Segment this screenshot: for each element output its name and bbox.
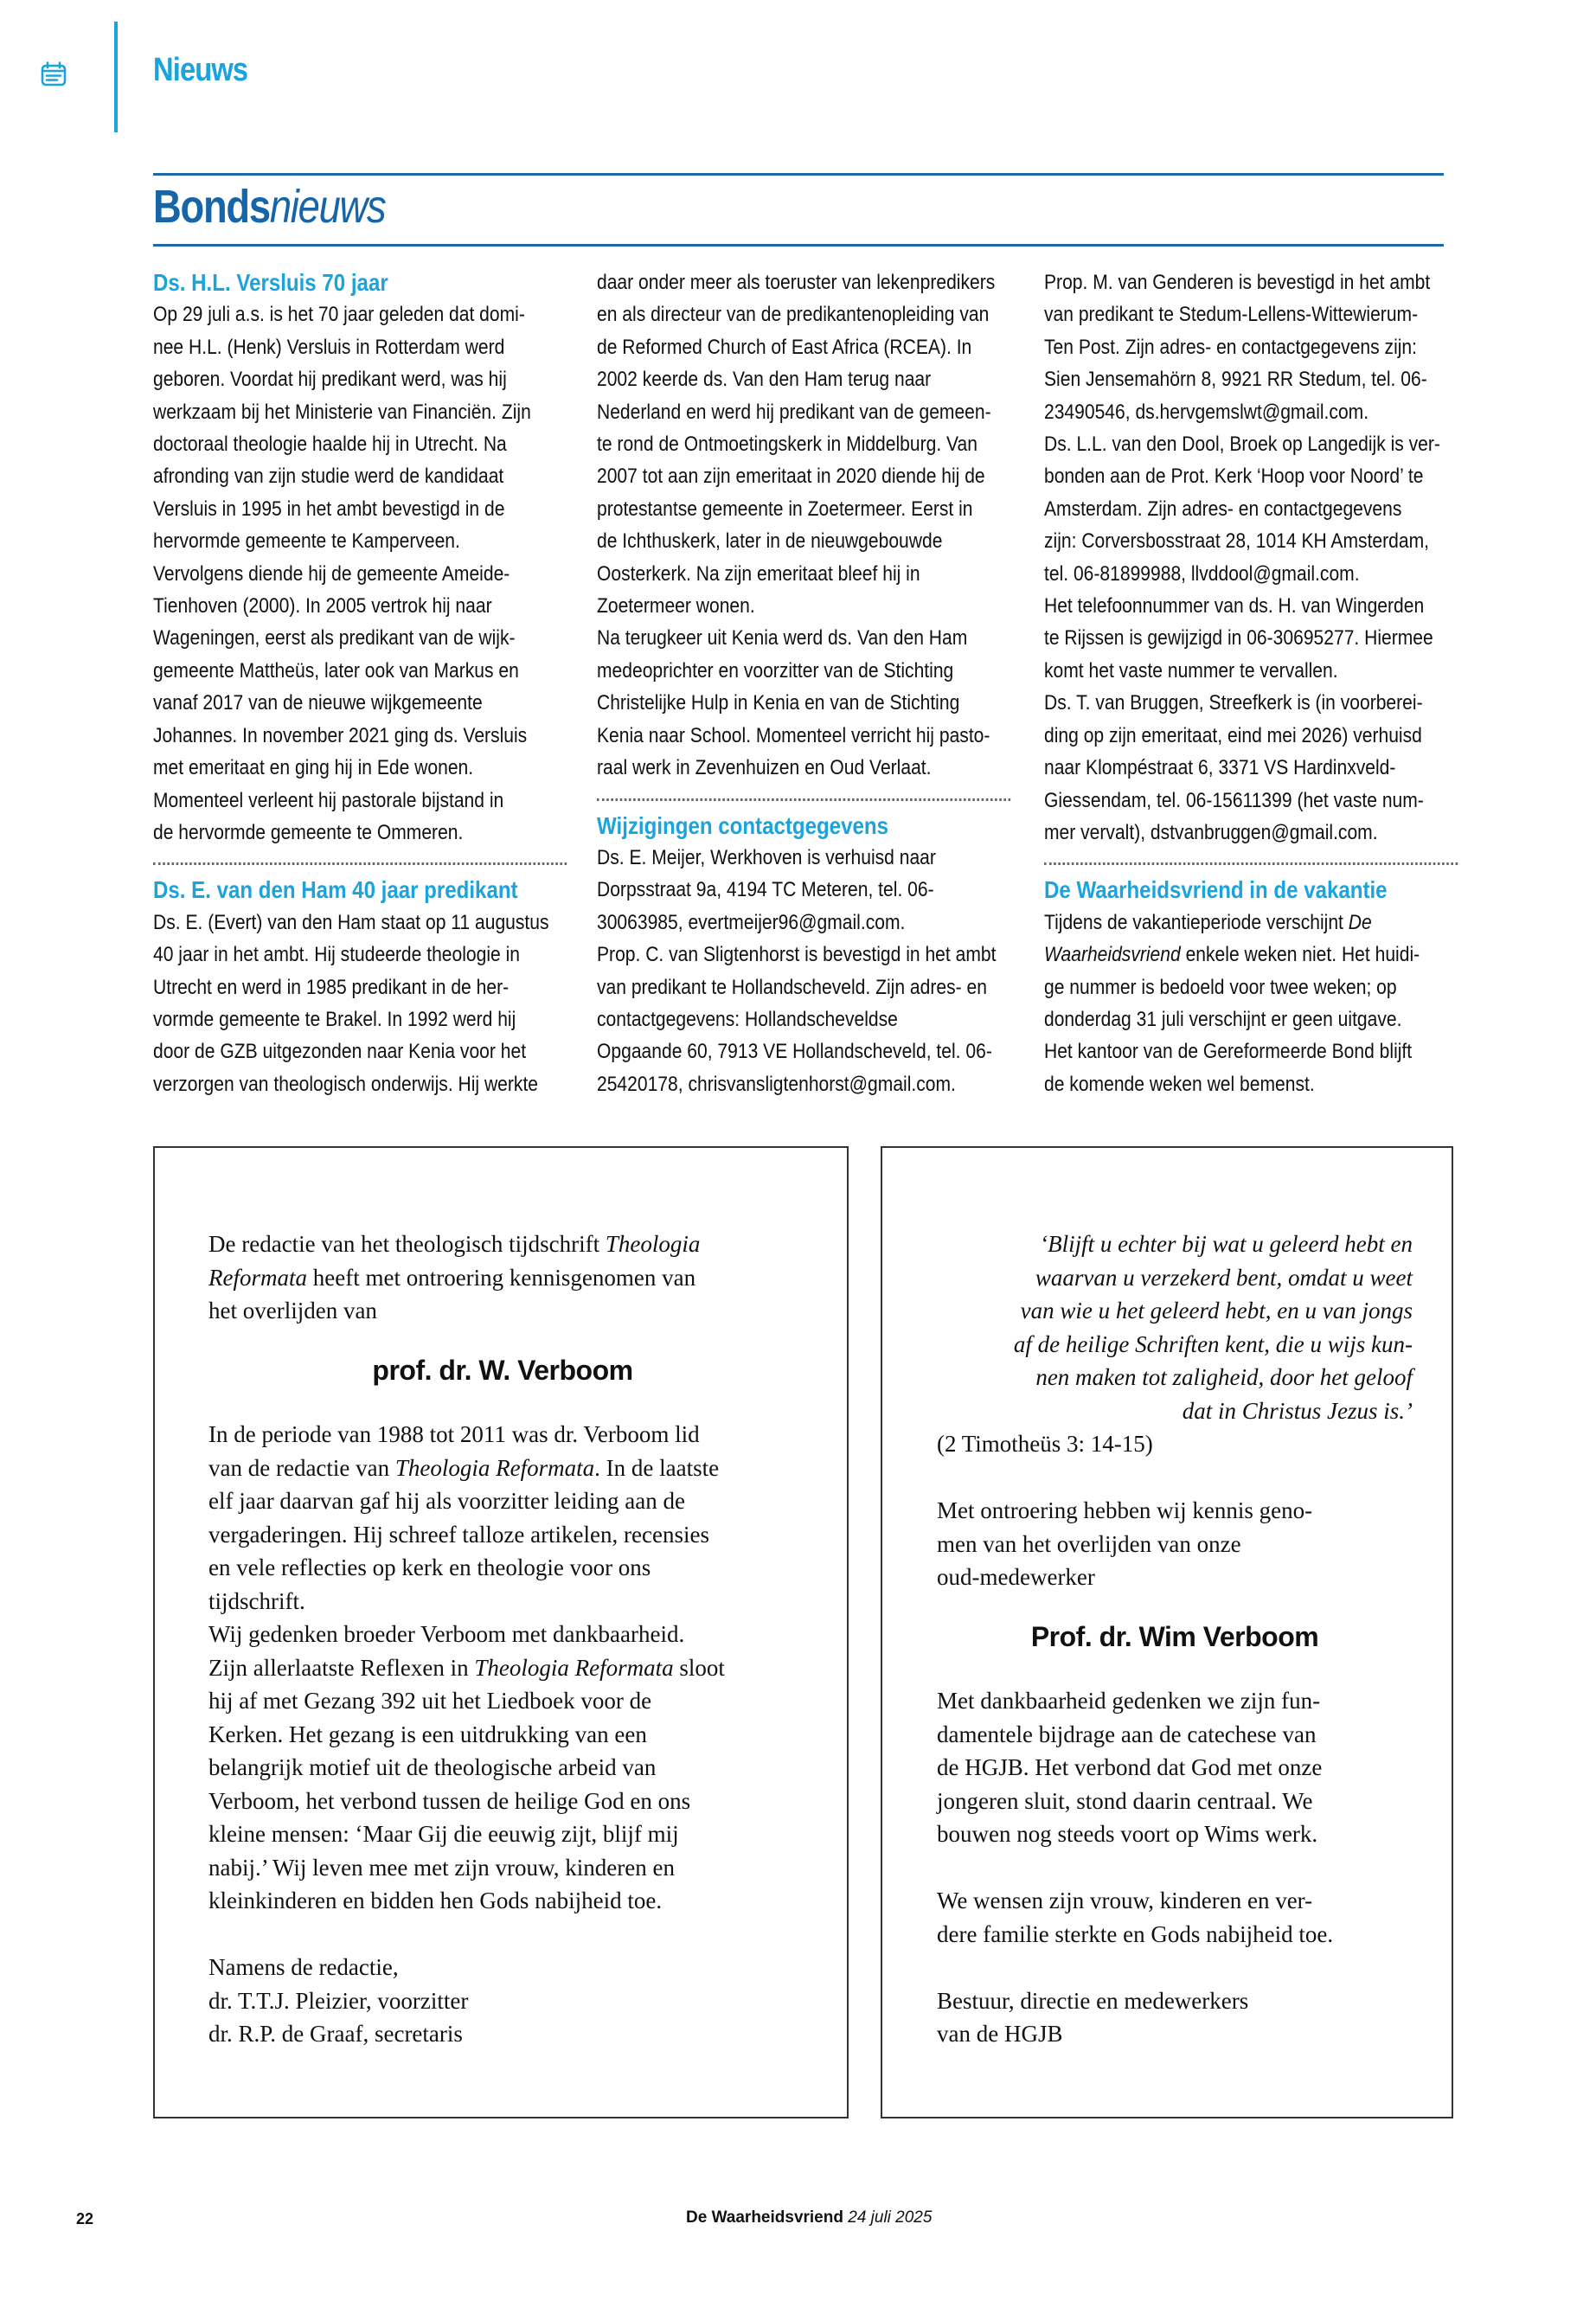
page-title <box>153 180 385 234</box>
article-heading-vakantie: De Waarheidsvriend in de vakantie <box>1044 876 1388 904</box>
text-line: kleinkinderen en bidden hen Gods nabijheid toe. <box>208 1888 663 1913</box>
article-body-contact <box>597 842 1010 1100</box>
text-line: Met dankbaarheid gedenken we zijn fun- <box>937 1688 1321 1714</box>
spacer <box>937 1461 1413 1495</box>
text-line: Momenteel verleent hij pastorale bijstand in <box>153 788 504 812</box>
text-line: vormde gemeente te Brakel. In 1992 werd hij <box>153 1007 516 1031</box>
article-body-vandenham-continued <box>597 266 1010 785</box>
text-line: tel. 06-81899988, llvddool@gmail.com. <box>1044 561 1360 586</box>
article-body-vandenham <box>153 907 567 1100</box>
journal-title: Theologia Reformata <box>394 1454 595 1481</box>
journal-title: Reformata <box>208 1264 307 1291</box>
text-line: de hervormde gemeente te Ommeren. <box>153 820 464 844</box>
text-line: protestantse gemeente in Zoetermeer. Eerst in <box>597 497 973 521</box>
obituary-box-hgjb <box>881 1146 1453 2118</box>
dotted-separator <box>597 798 1010 801</box>
text-line: Christelijke Hulp in Kenia en van de Stichting <box>597 691 960 715</box>
text-line: Na terugkeer uit Kenia werd ds. Van den Ham <box>597 626 968 651</box>
bible-reference: (2 Timotheüs 3: 14-15) <box>937 1431 1153 1457</box>
text-line: Prop. M. van Genderen is bevestigd in het ambt <box>1044 271 1431 294</box>
text-line: Amsterdam. Zijn adres- en contactgegevens <box>1044 497 1402 521</box>
text-line: Verboom, het verbond tussen de heilige God en ons <box>208 1787 691 1814</box>
text-line: ge nummer is bedoeld voor twee weken; op <box>1044 975 1397 999</box>
text-line: geboren. Voordat hij predikant werd, was hij <box>153 368 507 392</box>
text-line: Giessendam, tel. 06-15611399 (het vaste num- <box>1044 788 1424 812</box>
text-line: doctoraal theologie haalde hij in Utrecht. Na <box>153 433 507 457</box>
text-line: men van het overlijden van onze <box>937 1530 1241 1557</box>
text-line: met emeritaat en ging hij in Ede wonen. <box>153 756 474 780</box>
issue-date: 24 juli 2025 <box>848 2208 933 2227</box>
text-line: elf jaar daarvan gaf hij als voorzitter leiding aan de <box>208 1488 685 1514</box>
text-line: In de periode van 1988 tot 2011 was dr. Verboom lid <box>208 1421 700 1447</box>
text-line: Het kantoor van de Gereformeerde Bond blijft <box>1044 1040 1413 1064</box>
text-fragment: van de redactie van <box>208 1454 395 1481</box>
text-line: Kenia naar School. Momenteel verricht hij pasto- <box>597 723 990 747</box>
text-line: Tienhoven (2000). In 2005 vertrok hij naar <box>153 594 492 619</box>
text-line: Vervolgens diende hij de gemeente Ameide- <box>153 561 510 586</box>
text-line: Utrecht en werd in 1985 predikant in de her- <box>153 975 510 999</box>
text-line: de komende weken wel bemenst. <box>1044 1072 1315 1096</box>
magazine-title-italic: Waarheidsvriend <box>1044 943 1181 967</box>
text-line: Met ontroering hebben wij kennis geno- <box>937 1497 1313 1523</box>
text-line: bonden aan de Prot. Kerk ‘Hoop voor Noord’ te <box>1044 465 1424 489</box>
signature-line: Bestuur, directie en medewerkers <box>937 1987 1249 2014</box>
article-body-vakantie <box>1044 907 1458 1100</box>
text-line: Wageningen, eerst als predikant van de wijk- <box>153 626 516 651</box>
page-number: 22 <box>76 2210 94 2227</box>
article-heading-contact: Wijzigingen contactgegevens <box>597 811 888 839</box>
text-line: Johannes. In november 2021 ging ds. Versluis <box>153 723 528 747</box>
text-line: Opgaande 60, 7913 VE Hollandscheveld, tel. 06- <box>597 1040 992 1064</box>
article-body-versluis <box>153 298 567 849</box>
text-line: Prop. C. van Sligtenhorst is bevestigd in het ambt <box>597 943 997 967</box>
text-line: 40 jaar in het ambt. Hij studeerde theologie in <box>153 943 521 967</box>
text-line <box>208 1651 797 1685</box>
section-label: Nieuws <box>153 52 248 88</box>
column-3 <box>1044 266 1458 1100</box>
text-line: Sien Jensemahörn 8, 9921 RR Stedum, tel. 06- <box>1044 368 1427 392</box>
text-line: 23490546, ds.hervgemslwt@gmail.com. <box>1044 400 1369 424</box>
text-line: Ds. E. Meijer, Werkhoven is verhuisd naar <box>597 845 936 869</box>
quote-line: af de heilige Schriften kent, die u wijs kun- <box>1013 1330 1413 1357</box>
text-line: vanaf 2017 van de nieuwe wijkgemeente <box>153 691 483 715</box>
text-line: Dorpsstraat 9a, 4194 TC Meteren, tel. 06- <box>597 878 934 902</box>
text-line: hervormde gemeente te Kamperveen. <box>153 529 460 554</box>
magazine-name: De Waarheidsvriend <box>686 2208 843 2227</box>
text-fragment: Tijdens de vakantieperiode verschijnt <box>1044 910 1349 934</box>
text-line: en als directeur van de predikantenopleiding van <box>597 303 990 327</box>
article-body-contact-continued <box>1044 266 1458 849</box>
page-title-bold: Bonds <box>153 181 270 233</box>
bible-quote <box>937 1227 1413 1427</box>
text-line: mer vervalt), dstvanbruggen@gmail.com. <box>1044 820 1378 844</box>
footer-magazine-info <box>686 2208 932 2227</box>
article-heading-vandenham: Ds. E. van den Ham 40 jaar predikant <box>153 876 518 904</box>
text-line: 30063985, evertmeijer96@gmail.com. <box>597 910 906 934</box>
column-1 <box>153 266 567 1100</box>
text-line: damentele bijdrage aan de catechese van <box>937 1721 1317 1747</box>
text-line: 2007 tot aan zijn emeritaat in 2020 diende hij de <box>597 465 985 489</box>
spacer <box>937 1851 1413 1885</box>
text-line: dere familie sterkte en Gods nabijheid toe. <box>937 1920 1334 1947</box>
text-line: contactgegevens: Hollandscheveldse <box>597 1007 898 1031</box>
text-line: te Rijssen is gewijzigd in 06-30695277. Hiermee <box>1044 626 1433 651</box>
dotted-separator <box>1044 862 1458 865</box>
text-line: nee H.L. (Henk) Versluis in Rotterdam werd <box>153 335 505 359</box>
text-line: komt het vaste nummer te vervallen. <box>1044 658 1338 683</box>
text-line: Ten Post. Zijn adres- en contactgegevens zijn: <box>1044 335 1418 359</box>
text-line: nabij.’ Wij leven mee met zijn vrouw, kinderen en <box>208 1854 675 1881</box>
text-line: Oosterkerk. Na zijn emeritaat bleef hij in <box>597 561 920 586</box>
obituary-box-theologia-reformata <box>153 1146 849 2118</box>
spacer <box>208 1918 797 1952</box>
text-line: vergaderingen. Hij schreef talloze artikelen, recensies <box>208 1521 709 1548</box>
text-line: werkzaam bij het Ministerie van Financiën. Zijn <box>153 400 531 424</box>
page-title-italic: nieuws <box>269 181 386 233</box>
quote-line: van wie u het geleerd hebt, en u van jongs <box>1020 1298 1413 1324</box>
text-line: Het telefoonnummer van ds. H. van Wingerden <box>1044 594 1425 619</box>
text-line: Op 29 juli a.s. is het 70 jaar geleden dat domi- <box>153 303 525 327</box>
header-divider <box>114 22 118 132</box>
text-line: ding op zijn emeritaat, eind mei 2026) verhuisd <box>1044 723 1422 747</box>
article-heading-versluis: Ds. H.L. Versluis 70 jaar <box>153 269 388 296</box>
text-line: van predikant te Stedum-Lellens-Wittewierum- <box>1044 303 1419 327</box>
text-line: hij af met Gezang 392 uit het Liedboek voor de <box>208 1688 652 1714</box>
signature-line: van de HGJB <box>937 2021 1063 2047</box>
title-rule-top <box>153 173 1444 176</box>
text-line <box>1044 939 1458 971</box>
quote-line: waarvan u verzekerd bent, omdat u weet <box>1035 1264 1413 1291</box>
journal-title: Theologia Reformata <box>474 1654 674 1681</box>
text-fragment: heeft met ontroering kennisgenomen van <box>307 1264 696 1291</box>
text-line <box>208 1261 797 1295</box>
text-line: en vele reflecties op kerk en theologie voor ons <box>208 1554 651 1580</box>
text-fragment: . In de laatste <box>594 1454 720 1481</box>
text-line: raal werk in Zevenhuizen en Oud Verlaat. <box>597 756 932 780</box>
text-line: Ds. E. (Evert) van den Ham staat op 11 augustus <box>153 910 549 934</box>
quote-line: nen maken tot zaligheid, door het geloof <box>1035 1364 1413 1390</box>
text-line: zijn: Corversbosstraat 28, 1014 KH Amsterdam, <box>1044 529 1430 554</box>
quote-line: ‘Blijft u echter bij wat u geleerd hebt en <box>1040 1231 1413 1257</box>
title-rule-bottom <box>153 244 1444 247</box>
text-line: jongeren sluit, stond daarin centraal. We <box>937 1787 1313 1814</box>
text-line: verzorgen van theologisch onderwijs. Hij werkte <box>153 1072 539 1096</box>
text-line: bouwen nog steeds voort op Wims werk. <box>937 1821 1318 1847</box>
quote-line: dat in Christus Jezus is.’ <box>1182 1397 1413 1424</box>
text-line: Versluis in 1995 in het ambt bevestigd in de <box>153 497 505 521</box>
text-line: te rond de Ontmoetingskerk in Middelburg. Van <box>597 433 977 457</box>
text-line: de HGJB. Het verbond dat God met onze <box>937 1754 1323 1780</box>
text-line: Zoetermeer wonen. <box>597 594 755 619</box>
text-fragment: Zijn allerlaatste Reflexen in <box>208 1654 475 1681</box>
text-line: 2002 keerde ds. Van den Ham terug naar <box>597 368 932 392</box>
text-line: naar Klompéstraat 6, 3371 VS Hardinxveld- <box>1044 756 1396 780</box>
text-line: de Reformed Church of East Africa (RCEA). In <box>597 335 972 359</box>
spacer <box>937 1951 1413 1984</box>
text-line: kleine mensen: ‘Maar Gij die eeuwig zijt, blijf mij <box>208 1821 679 1847</box>
text-line: door de GZB uitgezonden naar Kenia voor het <box>153 1040 527 1064</box>
text-line: het overlijden van <box>208 1298 377 1324</box>
text-line <box>1044 907 1458 939</box>
text-line: tijdschrift. <box>208 1587 305 1614</box>
text-line <box>208 1227 797 1261</box>
text-line: medeoprichter en voorzitter van de Stichting <box>597 658 954 683</box>
text-line: Wij gedenken broeder Verboom met dankbaarheid. <box>208 1621 685 1647</box>
text-line: We wensen zijn vrouw, kinderen en ver- <box>937 1888 1313 1913</box>
column-2 <box>597 266 1010 1100</box>
journal-title: Theologia <box>605 1231 701 1257</box>
signature-line: dr. R.P. de Graaf, secretaris <box>208 2021 463 2047</box>
signature-line: dr. T.T.J. Pleizier, voorzitter <box>208 1987 469 2014</box>
text-line: belangrijk motief uit de theologische arbeid van <box>208 1754 657 1780</box>
text-fragment: sloot <box>673 1654 725 1681</box>
text-fragment: De redactie van het theologisch tijdschrift <box>208 1231 606 1257</box>
deceased-name: prof. dr. W. Verboom <box>372 1354 633 1386</box>
calendar-icon <box>40 61 67 88</box>
text-line: de Ichthuskerk, later in de nieuwgebouwde <box>597 529 943 554</box>
text-line: afronding van zijn studie werd de kandidaat <box>153 465 504 489</box>
magazine-title-italic: De <box>1348 910 1372 934</box>
text-line: Kerken. Het gezang is een uitdrukking van een <box>208 1721 647 1747</box>
signature-line: Namens de redactie, <box>208 1954 399 1980</box>
text-line: gemeente Mattheüs, later ook van Markus en <box>153 658 519 683</box>
dotted-separator <box>153 862 567 865</box>
text-line: Ds. T. van Bruggen, Streefkerk is (in voorberei- <box>1044 691 1423 715</box>
text-line: Ds. L.L. van den Dool, Broek op Langedijk is ver- <box>1044 433 1440 457</box>
text-fragment: enkele weken niet. Het huidi- <box>1180 943 1420 967</box>
text-line: Nederland en werd hij predikant van de gemeen- <box>597 400 991 424</box>
text-line: oud-medewerker <box>937 1564 1095 1590</box>
text-line: daar onder meer als toeruster van lekenpredikers <box>597 271 996 294</box>
text-line: van predikant te Hollandscheveld. Zijn adres- en <box>597 975 987 999</box>
text-line <box>208 1452 797 1485</box>
deceased-name: Prof. dr. Wim Verboom <box>1030 1620 1319 1652</box>
text-line: 25420178, chrisvansligtenhorst@gmail.com. <box>597 1072 956 1096</box>
text-line: donderdag 31 juli verschijnt er geen uitgave. <box>1044 1007 1402 1031</box>
